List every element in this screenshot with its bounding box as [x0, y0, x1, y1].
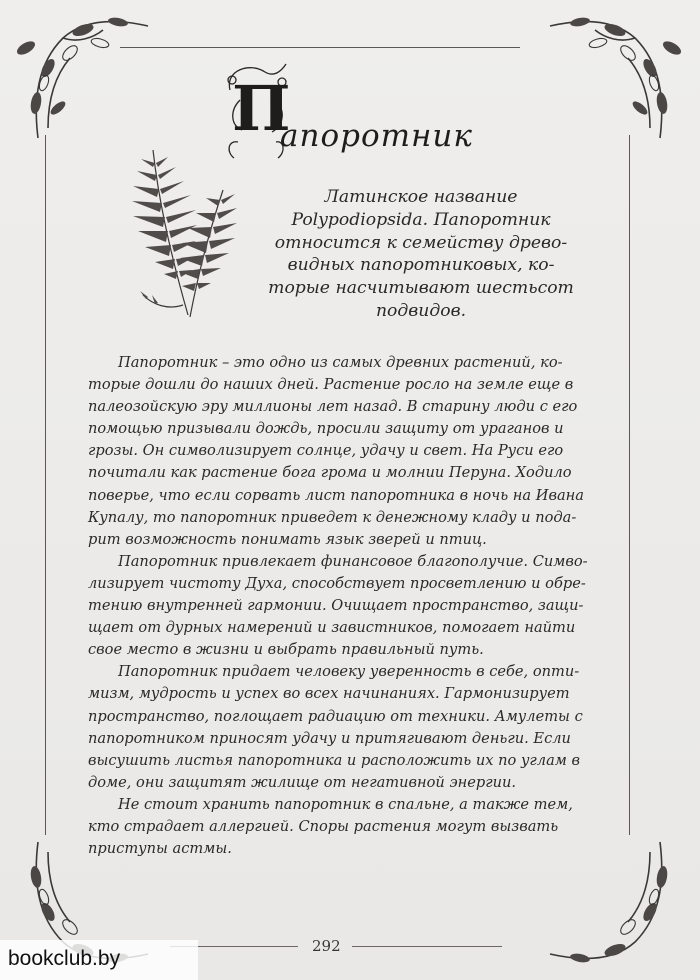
body-line: Папоротник придает человеку уверенность в себе, опти-	[118, 663, 580, 681]
page-number-rule-right	[352, 946, 502, 947]
body-line: почитали как растение бога грома и молнии Перуна. Ходило	[88, 464, 572, 482]
body-line: мизм, мудрость и успех во всех начинаниях. Гармонизирует	[88, 685, 570, 703]
body-line: Не стоит хранить папоротник в спальне, а также тем,	[118, 795, 573, 813]
body-line: торые дошли до наших дней. Растение росло на земле еще в	[88, 376, 574, 394]
latin-intro-line: Polypodiopsida. Папоротник	[291, 209, 551, 230]
body-line: приступы астмы.	[88, 840, 232, 858]
corner-vine-ornament-icon	[8, 8, 158, 158]
body-line: рит возможность понимать язык зверей и птиц.	[88, 530, 487, 548]
body-line: поверье, что если сорвать лист папоротника в ночь на Ивана	[88, 486, 584, 504]
watermark: bookclub.by	[0, 940, 198, 980]
latin-intro-line: торые насчитывают шестьсот	[268, 278, 574, 299]
frame-line-right	[629, 135, 630, 835]
latin-intro-line: подвидов.	[375, 300, 467, 321]
body-line: Папоротник – это одно из самых древних растений, ко-	[118, 354, 563, 371]
page-title	[220, 60, 480, 170]
fern-illustration-icon	[98, 145, 253, 325]
body-line: тению внутренней гармонии. Очищает пространство, защи-	[88, 597, 584, 615]
body-line: папоротником приносят удачу и притягивают деньги. Если	[88, 729, 571, 747]
title-rest: апоротник	[280, 118, 473, 154]
body-line: щает от дурных намерений и завистников, помогает найти	[88, 619, 576, 637]
body-line: Купалу, то папоротник приведет к денежному кладу и пода-	[88, 508, 577, 526]
page-number: 292	[312, 937, 341, 955]
body-line: высушить листья папоротника и расположить их по углам в	[88, 751, 581, 769]
body-line: кто страдает аллергией. Споры растения могут вызвать	[88, 817, 559, 835]
body-line: пространство, поглощает радиацию от техники. Амулеты с	[88, 707, 583, 725]
latin-intro	[262, 186, 580, 323]
frame-line-top	[120, 47, 520, 48]
corner-vine-ornament-icon	[540, 8, 690, 158]
body-line: доме, они защитят жилище от негативной энергии.	[88, 773, 517, 791]
body-line: грозы. Он символизирует солнце, удачу и свет. На Руси его	[88, 442, 564, 460]
body-line: лизирует чистоту Духа, способствует просветлению и обре-	[88, 574, 586, 592]
body-line: палеозойскую эру миллионы лет назад. В старину люди с его	[88, 398, 578, 416]
latin-intro-line: Латинское название	[324, 187, 518, 207]
latin-intro-line: видных папоротниковых, ко-	[287, 255, 555, 276]
body-text	[88, 352, 586, 860]
latin-intro-line: относится к семейству древо-	[274, 232, 568, 253]
frame-line-left	[45, 135, 46, 835]
body-line: свое место в жизни и выбрать правильный путь.	[88, 641, 484, 659]
dropcap-letter: П	[232, 72, 291, 145]
body-line: Папоротник привлекает финансовое благополучие. Симво-	[118, 552, 588, 570]
body-line: помощью призывали дождь, просили защиту от ураганов и	[88, 420, 564, 438]
